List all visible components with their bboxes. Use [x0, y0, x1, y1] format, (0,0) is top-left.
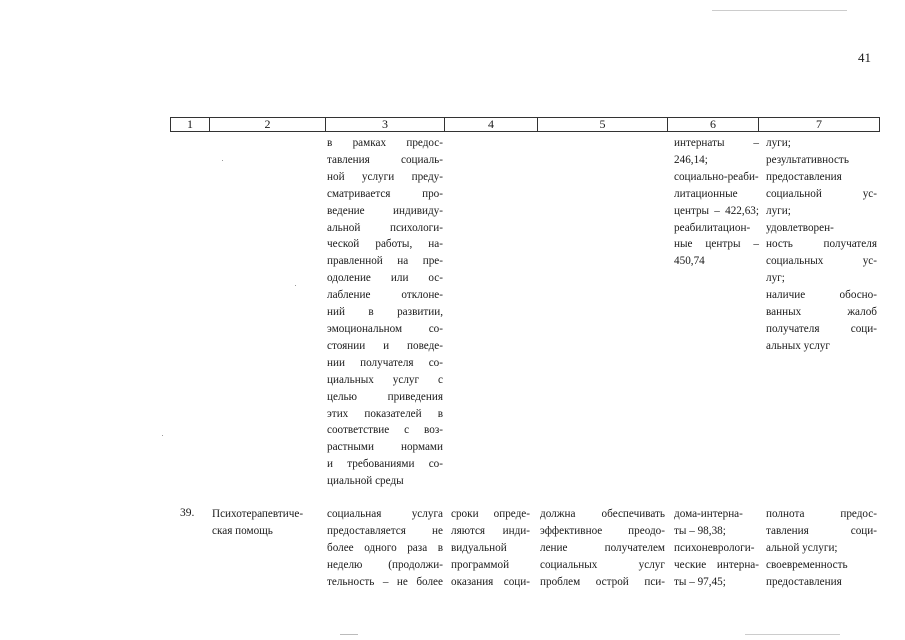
text-line: социальной ус- — [766, 187, 877, 200]
text-line: тавления соци- — [766, 524, 877, 537]
text-line: 450,74 — [674, 255, 705, 268]
text-line: альной психологи- — [327, 221, 443, 234]
text-line: ляются инди- — [451, 524, 530, 537]
text-line: соответствие с воз- — [327, 424, 443, 437]
text-line: в рамках предос- — [327, 137, 443, 149]
text-line: ность получателя — [766, 238, 877, 251]
scan-mark-top — [712, 10, 847, 11]
scan-dot — [162, 435, 163, 436]
column-header-3: 3 — [382, 117, 388, 131]
text-line: получателя соци- — [766, 322, 877, 335]
text-line: ные центры – — [674, 238, 759, 251]
text-line: одоление или ос- — [327, 272, 443, 285]
row-39-service-name — [212, 506, 317, 540]
text-line: психоневрологи- — [674, 541, 755, 554]
text-line: луги; — [766, 204, 791, 217]
text-line: циальной среды — [327, 475, 404, 488]
text-line: и требованиями со- — [327, 458, 443, 471]
column-header-6: 6 — [710, 117, 716, 131]
text-line: циальных услуг с — [327, 373, 443, 386]
text-line: социально-реаби- — [674, 170, 759, 183]
text-line: ний в развитии, — [327, 306, 443, 319]
text-line: целью приведения — [327, 390, 443, 403]
text-line: правленной на пре- — [327, 255, 443, 268]
text-line: альных услуг — [766, 339, 830, 352]
text-line: сматривается про- — [327, 187, 443, 200]
text-line: эмоциональном со- — [327, 322, 443, 335]
text-line: дома-интерна- — [674, 508, 743, 520]
scan-dot — [295, 285, 296, 286]
row-39-service-requirements — [540, 506, 665, 591]
row-39-service-description — [327, 506, 443, 591]
text-line: ты – 98,38; — [674, 524, 726, 537]
text-line: ной услуги преду- — [327, 170, 443, 183]
text-line: ческие интерна- — [674, 558, 759, 571]
text-line: социальных услуг — [540, 558, 665, 571]
text-line: растными нормами — [327, 441, 443, 454]
row-39-number: 39. — [180, 507, 195, 519]
text-line: проблем острой пси- — [540, 575, 665, 588]
text-line: оказания соци- — [451, 575, 530, 588]
text-line: центры – 422,63; — [674, 204, 759, 217]
text-line: результативность — [766, 153, 849, 166]
text-line: ление получателем — [540, 541, 665, 554]
column-header-7: 7 — [816, 117, 822, 131]
text-line: полнота предос- — [766, 508, 877, 520]
text-line: предоставления — [766, 170, 842, 183]
text-line: видуальной — [451, 541, 507, 554]
text-line: ческой работы, на- — [327, 238, 443, 251]
text-line: должна обеспечивать — [540, 508, 665, 520]
text-line: ская помощь — [212, 524, 273, 537]
column-header-2: 2 — [264, 117, 271, 131]
text-line: 246,14; — [674, 153, 708, 166]
text-line: сроки опреде- — [451, 508, 530, 520]
text-line: луги; — [766, 137, 791, 149]
text-line: нии получателя со- — [327, 356, 443, 369]
text-line: предоставляется не — [327, 524, 443, 537]
text-line: социальных ус- — [766, 255, 877, 268]
column-header-1: 1 — [187, 117, 193, 131]
text-line: реабилитацион- — [674, 221, 751, 234]
text-line: интернаты – — [674, 137, 759, 149]
continued-row-col6-tariffs — [674, 135, 759, 270]
text-line: лабление отклоне- — [327, 289, 443, 302]
text-line: наличие обосно- — [766, 289, 877, 302]
text-line: удовлетворен- — [766, 221, 834, 234]
continued-row-col7-quality-indicators — [766, 135, 877, 355]
text-line: тавления социаль- — [327, 153, 443, 166]
row-39-service-terms — [451, 506, 530, 591]
continued-row-col3-description — [327, 135, 443, 490]
page-number: 41 — [858, 50, 871, 65]
text-line: неделю (продолжи- — [327, 558, 443, 571]
row-39-tariffs — [674, 506, 759, 591]
scan-mark-bottom — [340, 634, 358, 635]
row-39-quality-indicators — [766, 506, 877, 591]
text-line: социальная услуга — [327, 508, 443, 520]
text-line: предоставления — [766, 575, 842, 588]
scan-dot — [222, 160, 223, 161]
text-line: литационные — [674, 187, 738, 200]
column-header-5: 5 — [599, 117, 606, 131]
text-line: своевременность — [766, 558, 848, 571]
text-line: ванных жалоб — [766, 306, 877, 319]
text-line: Психотерапевтиче- — [212, 508, 304, 520]
scan-mark-bottom-right — [745, 634, 840, 635]
text-line: эффективное преодо- — [540, 524, 665, 537]
column-header-4: 4 — [488, 117, 494, 131]
text-line: тельность – не более — [327, 575, 443, 588]
text-line: стоянии и поведе- — [327, 339, 443, 352]
text-line: луг; — [766, 272, 785, 285]
text-line: программой — [451, 558, 510, 571]
text-line: этих показателей в — [327, 407, 443, 420]
text-line: ты – 97,45; — [674, 575, 726, 588]
table-header-row — [170, 117, 880, 132]
text-line: более одного раза в — [327, 541, 443, 554]
text-line: альной услуги; — [766, 541, 838, 554]
text-line: ведение индивиду- — [327, 204, 443, 217]
